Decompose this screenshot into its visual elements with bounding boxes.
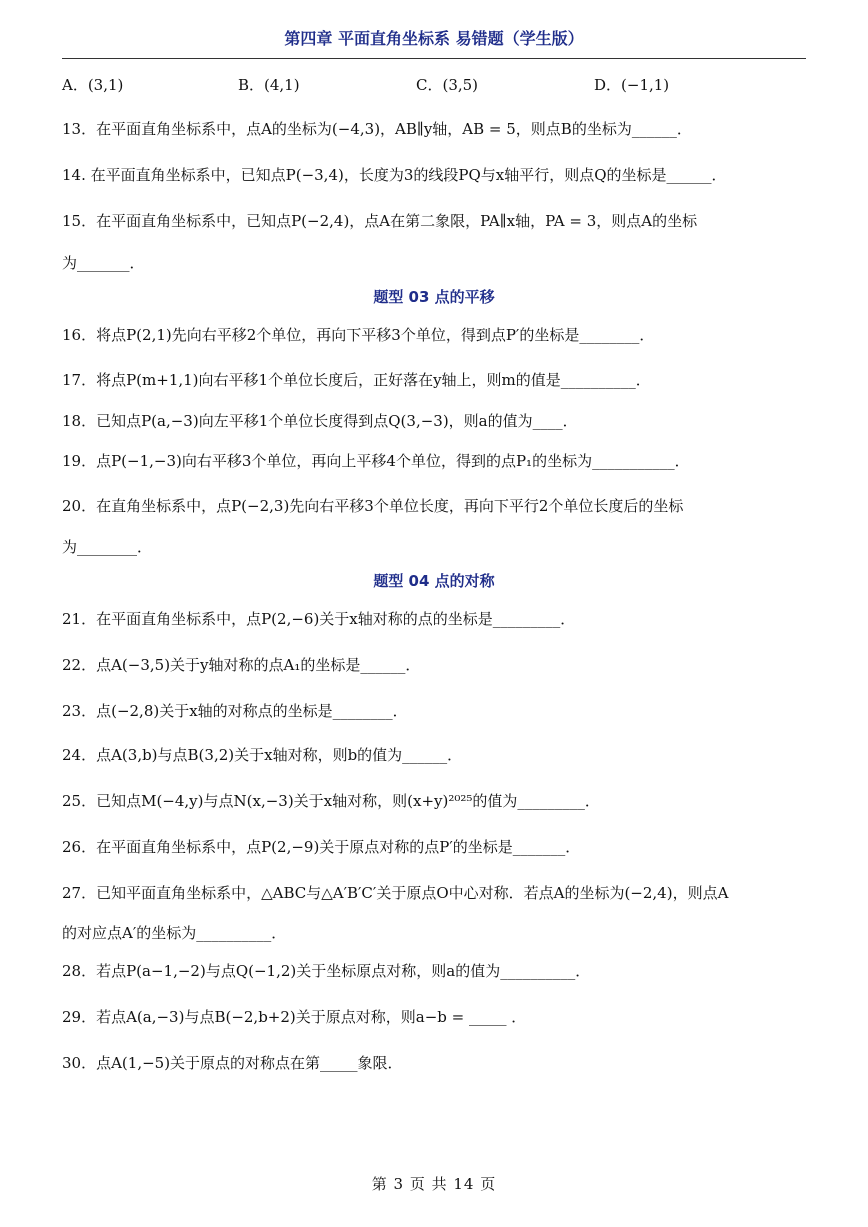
question-15-line-2: 为_______． xyxy=(62,254,145,272)
question-24: 24．点A(3,b)与点B(3,2)关于x轴对称，则b的值为______． xyxy=(62,746,463,764)
option-b: B．(4,1) xyxy=(238,76,300,94)
question-19: 19．点P(−1,−3)向右平移3个单位，再向上平移4个单位，得到的点P₁的坐标为___________． xyxy=(62,452,690,470)
question-20-line-1: 20．在直角坐标系中，点P(−2,3)先向右平移3个单位长度，再向下平行2个单位长度后的坐标 xyxy=(62,497,684,515)
option-c: C．(3,5) xyxy=(416,76,479,94)
question-16: 16．将点P(2,1)先向右平移2个单位，再向下平移3个单位，得到点P′的坐标是________． xyxy=(62,326,655,344)
question-27-line-2: 的对应点A′的坐标为__________． xyxy=(62,924,287,942)
question-28: 28．若点P(a−1,−2)与点Q(−1,2)关于坐标原点对称，则a的值为__________． xyxy=(62,962,591,980)
question-29: 29．若点A(a,−3)与点B(−2,b+2)关于原点对称，则a−b = _____ ． xyxy=(62,1008,527,1026)
question-14: 14. 在平面直角坐标系中，已知点P(−3,4)，长度为3的线段PQ与x轴平行，则点Q的坐标是______． xyxy=(62,166,727,184)
question-18: 18．已知点P(a,−3)向左平移1个单位长度得到点Q(3,−3)，则a的值为____． xyxy=(62,412,578,430)
option-d: D．(−1,1) xyxy=(594,76,670,94)
page-number-footer: 第 3 页 共 14 页 xyxy=(371,1175,497,1193)
question-20-line-2: 为________． xyxy=(62,538,153,556)
question-22: 22．点A(−3,5)关于y轴对称的点A₁的坐标是______． xyxy=(62,656,421,674)
question-23: 23．点(−2,8)关于x轴的对称点的坐标是________． xyxy=(62,702,408,720)
answer-options-row xyxy=(62,74,782,96)
section-heading-symmetry: 题型 04 点的对称 xyxy=(373,572,495,590)
question-30: 30．点A(1,−5)关于原点的对称点在第_____象限． xyxy=(62,1054,403,1072)
header-divider xyxy=(62,58,806,59)
question-25: 25．已知点M(−4,y)与点N(x,−3)关于x轴对称，则(x+y)²⁰²⁵的值为_________． xyxy=(62,792,600,810)
page-header-title: 第四章 平面直角坐标系 易错题（学生版） xyxy=(284,29,584,48)
question-15-line-1: 15．在平面直角坐标系中，已知点P(−2,4)，点A在第二象限，PA∥x轴，PA = 3，则点A的坐标 xyxy=(62,212,698,230)
question-13: 13．在平面直角坐标系中，点A的坐标为(−4,3)，AB∥y轴，AB = 5，则点B的坐标为______． xyxy=(62,120,692,138)
option-a: A．(3,1) xyxy=(62,76,124,94)
question-17: 17．将点P(m+1,1)向右平移1个单位长度后，正好落在y轴上，则m的值是__________． xyxy=(62,371,651,389)
question-21: 21．在平面直角坐标系中，点P(2,−6)关于x轴对称的点的坐标是_________． xyxy=(62,610,576,628)
question-26: 26．在平面直角坐标系中，点P(2,−9)关于原点对称的点P′的坐标是_______． xyxy=(62,838,581,856)
section-heading-translation: 题型 03 点的平移 xyxy=(373,288,495,306)
question-27-line-1: 27．已知平面直角坐标系中，△ABC与△A′B′C′关于原点O中心对称．若点A的坐标为(−2,4)，则点A xyxy=(62,884,729,902)
